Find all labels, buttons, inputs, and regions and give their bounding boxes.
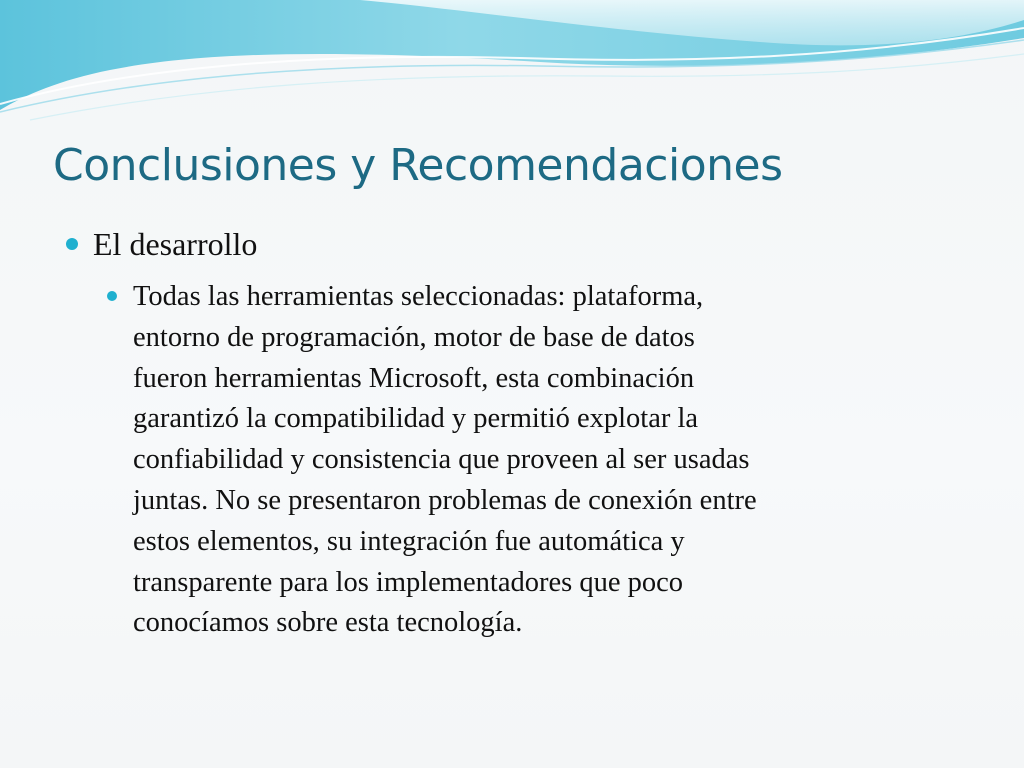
paragraph-line: garantizó la compatibilidad y permitió explotar la [133, 403, 699, 435]
bullet-level2-paragraph [133, 277, 953, 644]
bullet-level1-text: El desarrollo [93, 226, 258, 262]
decorative-wave-header [0, 0, 1024, 140]
paragraph-line: entorno de programación, motor de base de datos [133, 321, 695, 353]
bullet-dot-level2 [107, 291, 117, 301]
paragraph-line: conocíamos sobre esta tecnología. [133, 607, 523, 639]
paragraph-line: estos elementos, su integración fue automática y [133, 525, 685, 557]
paragraph-line: confiabilidad y consistencia que proveen al ser usadas [133, 444, 750, 476]
slide-title: Conclusiones y Recomendaciones [53, 140, 783, 191]
bullet-dot-level1 [66, 238, 78, 250]
paragraph-line: juntas. No se presentaron problemas de conexión entre [133, 484, 757, 516]
paragraph-line: fueron herramientas Microsoft, esta combinación [133, 362, 695, 394]
paragraph-line: Todas las herramientas seleccionadas: plataforma, [133, 281, 704, 312]
paragraph-line: transparente para los implementadores que poco [133, 566, 684, 598]
